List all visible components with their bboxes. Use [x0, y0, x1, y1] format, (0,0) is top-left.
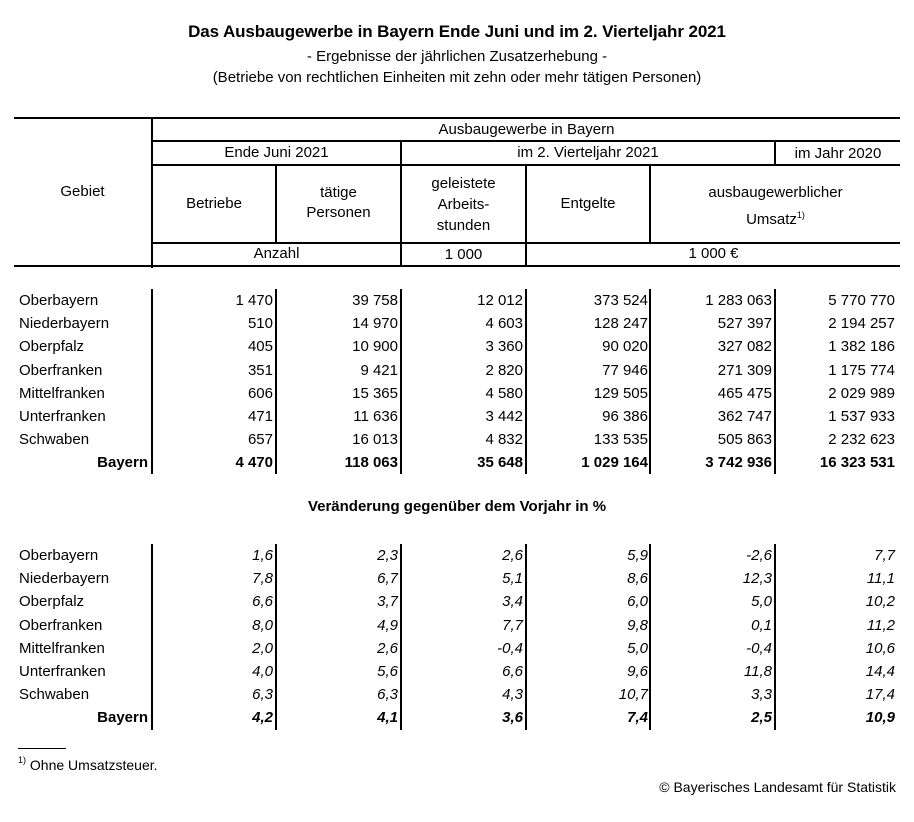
- header-personen-line1: tätige: [320, 184, 357, 201]
- header-entgelte: Entgelte: [560, 195, 616, 212]
- region-name: Oberpfalz: [19, 593, 85, 611]
- table-row: [0, 660, 914, 683]
- table-cell: 39 758: [352, 292, 398, 309]
- table-cell: 15 365: [352, 384, 398, 402]
- table-cell: 2 820: [485, 361, 523, 379]
- table-cell: 11,8: [743, 663, 772, 680]
- table-cell: 4 832: [485, 431, 523, 449]
- region-name: Oberbayern: [19, 547, 99, 564]
- table-cell: 3,6: [502, 709, 523, 727]
- table-cell: 9,8: [627, 616, 648, 634]
- table-cell: 657: [247, 431, 273, 449]
- region-name: Unterfranken: [19, 408, 106, 425]
- table-row: [0, 289, 914, 312]
- table-cell: 6,3: [377, 686, 398, 704]
- page-subtitle: - Ergebnisse der jährlichen Zusatzerhebung -: [306, 48, 608, 65]
- header-stunden-line2: Arbeits-: [437, 196, 490, 213]
- table-row: [0, 567, 914, 590]
- header-stunden-line3: stunden: [436, 217, 491, 234]
- region-name: Bayern: [97, 709, 148, 727]
- table-cell: 11,2: [866, 616, 895, 634]
- table-row: [0, 382, 914, 405]
- table-cell: 5,0: [627, 639, 648, 657]
- table-cell: 11,1: [866, 570, 895, 588]
- header-stunden-line1: geleistete: [431, 175, 496, 192]
- table-cell: 10,9: [865, 709, 895, 727]
- table-cell: 16 323 531: [819, 454, 895, 472]
- table-cell: 2,5: [751, 709, 772, 727]
- table-cell: 362 747: [717, 408, 772, 425]
- table-cell: 327 082: [717, 338, 772, 356]
- table-cell: -0,4: [497, 639, 523, 657]
- table-row: [0, 359, 914, 382]
- table-cell: 606: [247, 384, 273, 402]
- table-cell: 8,6: [627, 570, 648, 588]
- table-cell: 14,4: [865, 663, 895, 680]
- region-name: Schwaben: [19, 431, 90, 449]
- table-cell: 118 063: [344, 454, 398, 472]
- table-cell: 3 742 936: [705, 454, 772, 472]
- rule-group: [151, 140, 900, 142]
- region-name: Oberfranken: [19, 616, 103, 634]
- header-personen: [277, 183, 400, 223]
- table-cell: 4,0: [252, 663, 273, 680]
- table-cell: 35 648: [477, 454, 523, 472]
- table-cell: -0,4: [746, 639, 772, 657]
- table-cell: 2 029 989: [828, 384, 895, 402]
- table-cell: 6,3: [252, 686, 273, 704]
- table-cell: 7,8: [252, 570, 273, 588]
- table-cell: 1 470: [235, 292, 273, 309]
- table-cell: 1 537 933: [828, 408, 895, 425]
- table-cell: 14 970: [352, 315, 398, 333]
- table-cell: 133 535: [593, 431, 648, 449]
- table-cell: 77 946: [602, 361, 648, 379]
- region-name: Niederbayern: [19, 315, 110, 333]
- footnote-ref: 1): [796, 210, 805, 220]
- table-cell: 9 421: [360, 361, 398, 379]
- region-name: Bayern: [97, 454, 148, 472]
- table-cell: 12 012: [477, 292, 523, 309]
- table-cell: 3 360: [485, 338, 523, 356]
- region-name: Unterfranken: [19, 663, 106, 680]
- footnote-marker: 1): [18, 755, 27, 765]
- region-name: Oberpfalz: [19, 338, 85, 356]
- table-cell: 2,3: [377, 547, 398, 564]
- table-cell: 527 397: [717, 315, 772, 333]
- table-row: [0, 590, 914, 613]
- table-cell: 0,1: [751, 616, 772, 634]
- table-cell: 6,6: [252, 593, 273, 611]
- region-name: Mittelfranken: [19, 384, 105, 402]
- table-cell: 5 770 770: [828, 292, 895, 309]
- table-cell: 2 232 623: [828, 431, 895, 449]
- table-cell: 16 013: [352, 431, 398, 449]
- table-row: [0, 335, 914, 358]
- unit-anzahl: Anzahl: [253, 245, 300, 262]
- table-cell: 3 442: [485, 408, 523, 425]
- table-cell: 7,4: [627, 709, 648, 727]
- table-cell: 4 580: [485, 384, 523, 402]
- table-row: [0, 683, 914, 706]
- table-cell: 11 636: [353, 408, 398, 425]
- table-cell: 2,6: [502, 547, 523, 564]
- header-personen-line2: Personen: [306, 204, 371, 221]
- region-name: Oberfranken: [19, 361, 103, 379]
- table-cell: 1 283 063: [705, 292, 772, 309]
- table-cell: 128 247: [593, 315, 648, 333]
- table-cell: 12,3: [742, 570, 772, 588]
- region-name: Mittelfranken: [19, 639, 105, 657]
- header-betriebe: Betriebe: [186, 195, 242, 212]
- table-cell: 4,3: [502, 686, 523, 704]
- rule-top: [14, 117, 900, 119]
- table-cell: 10 900: [352, 338, 398, 356]
- table-cell: 129 505: [593, 384, 648, 402]
- table-cell: 351: [247, 361, 273, 379]
- table-row: [0, 312, 914, 335]
- footnote: [18, 757, 158, 773]
- header-period-quartal: im 2. Vierteljahr 2021: [517, 144, 659, 161]
- table-cell: 471: [247, 408, 273, 425]
- table-cell: 5,1: [502, 570, 523, 588]
- table-cell: 1 382 186: [828, 338, 895, 356]
- header-umsatz-line1: ausbaugewerblicher: [708, 184, 843, 201]
- table-cell: 505 863: [717, 431, 772, 449]
- table-cell: -2,6: [746, 547, 772, 564]
- header-gebiet: Gebiet: [60, 183, 105, 200]
- copyright: © Bayerisches Landesamt für Statistik: [659, 779, 896, 795]
- page-title: Das Ausbaugewerbe in Bayern Ende Juni und im 2. Vierteljahr 2021: [188, 22, 726, 41]
- table-cell: 2 194 257: [828, 315, 895, 333]
- header-umsatz-line2: [651, 204, 900, 231]
- table-cell: 7,7: [502, 616, 523, 634]
- header-period-juni: Ende Juni 2021: [224, 144, 329, 161]
- table-cell: 96 386: [602, 408, 648, 425]
- table-cell: 373 524: [593, 292, 648, 309]
- unit-1000-eur: 1 000 €: [688, 245, 739, 262]
- table-cell: 405: [247, 338, 273, 356]
- table-cell: 6,0: [627, 593, 648, 611]
- table-cell: 4,9: [377, 616, 398, 634]
- table-cell: 1,6: [252, 547, 273, 564]
- table-cell: 9,6: [627, 663, 648, 680]
- table-row-total: [0, 451, 914, 474]
- change-section-title: Veränderung gegenüber dem Vorjahr in %: [307, 498, 607, 515]
- header-umsatz: [651, 181, 900, 231]
- table-cell: 510: [247, 315, 273, 333]
- table-cell: 10,2: [865, 593, 895, 611]
- table-cell: 3,3: [751, 686, 772, 704]
- header-stunden: [402, 173, 525, 236]
- table-cell: 5,0: [751, 593, 772, 611]
- table-row: [0, 614, 914, 637]
- rule-head-bottom: [14, 265, 900, 267]
- table-cell: 271 309: [717, 361, 772, 379]
- table-cell: 90 020: [602, 338, 648, 356]
- table-cell: 465 475: [717, 384, 772, 402]
- footnote-rule: [18, 748, 66, 749]
- table-cell: 6,7: [377, 570, 398, 588]
- header-period-jahr: im Jahr 2020: [794, 145, 882, 162]
- header-umsatz-label: Umsatz: [746, 211, 797, 228]
- table-row-total: [0, 706, 914, 729]
- table-cell: 10,6: [865, 639, 895, 657]
- header-group: Ausbaugewerbe in Bayern: [438, 121, 615, 138]
- table-cell: 3,4: [502, 593, 523, 611]
- region-name: Schwaben: [19, 686, 90, 704]
- table-cell: 4 603: [485, 315, 523, 333]
- table-row: [0, 637, 914, 660]
- table-cell: 1 029 164: [581, 454, 648, 472]
- page-subtitle-scope: (Betriebe von rechtlichen Einheiten mit zehn oder mehr tätigen Personen): [212, 69, 702, 86]
- region-name: Niederbayern: [19, 570, 110, 588]
- table-cell: 5,9: [627, 547, 648, 564]
- table-cell: 4,2: [252, 709, 273, 727]
- table-cell: 8,0: [252, 616, 273, 634]
- table-cell: 3,7: [377, 593, 398, 611]
- region-name: Oberbayern: [19, 292, 99, 309]
- table-cell: 2,0: [252, 639, 273, 657]
- table-cell: 4 470: [235, 454, 273, 472]
- table-row: [0, 405, 914, 428]
- table-cell: 17,4: [865, 686, 895, 704]
- footnote-text: Ohne Umsatzsteuer.: [29, 757, 158, 773]
- table-row: [0, 428, 914, 451]
- table-cell: 5,6: [377, 663, 398, 680]
- table-cell: 7,7: [874, 547, 895, 564]
- table-row: [0, 544, 914, 567]
- table-cell: 10,7: [618, 686, 648, 704]
- table-cell: 2,6: [377, 639, 398, 657]
- table-cell: 6,6: [502, 663, 523, 680]
- table-cell: 1 175 774: [828, 361, 895, 379]
- table-cell: 4,1: [377, 709, 398, 727]
- unit-1000: 1 000: [444, 246, 483, 263]
